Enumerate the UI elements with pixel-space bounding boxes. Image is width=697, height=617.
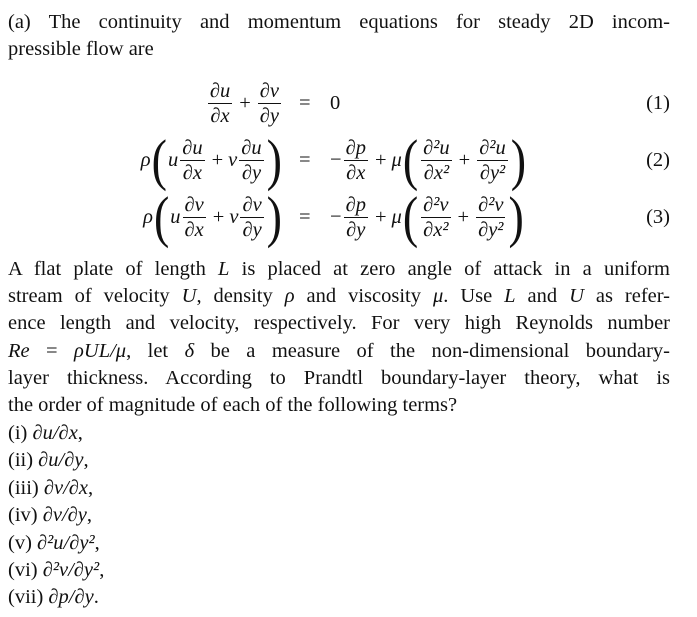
text-segment: (iii) — [8, 476, 44, 499]
text-segment: ∂v/∂y — [42, 504, 87, 527]
text-segment: (v) — [8, 531, 38, 554]
fraction — [258, 79, 281, 128]
math-symbol: v — [229, 205, 239, 228]
list-item — [8, 557, 670, 583]
fraction-numerator: ∂u — [182, 136, 203, 159]
fraction-numerator: ∂u — [209, 79, 231, 102]
text-segment: ∂²u/∂y² — [37, 531, 95, 554]
equation-lhs — [143, 184, 283, 249]
intro-line-2: pressible flow are — [8, 38, 154, 60]
text-segment: Re — [8, 340, 30, 362]
text-segment: μ — [432, 285, 444, 307]
text-segment: , — [86, 504, 93, 527]
fraction-denominator: ∂x — [182, 161, 203, 184]
parenthesis: ) — [508, 184, 524, 249]
fraction — [240, 193, 263, 242]
fraction-numerator: ∂p — [345, 193, 366, 216]
paragraph-line — [8, 283, 670, 309]
fraction-numerator: ∂u — [241, 136, 262, 159]
text-segment: ∂²v/∂y² — [42, 559, 100, 581]
parenthesis: ( — [402, 127, 419, 192]
text-segment: (iv) — [8, 504, 43, 527]
fraction-numerator: ∂²u — [479, 136, 506, 159]
text-segment: and viscosity — [294, 285, 433, 307]
text-segment: as refer- — [583, 285, 671, 307]
text-segment: ∂u/∂x — [32, 422, 78, 444]
fraction — [183, 193, 206, 242]
equation-number: (3) — [646, 205, 670, 228]
equation-rhs — [330, 127, 527, 192]
math-symbol: μ — [391, 205, 402, 228]
text-segment: be a measure of the non-dimensional boundary- — [194, 340, 670, 362]
fraction — [476, 193, 505, 242]
fraction — [421, 136, 452, 185]
text-segment: layer thickness. According to Prandtl boundary-layer theory, what is — [8, 367, 670, 389]
list-item — [8, 584, 670, 610]
equals-sign: = — [299, 205, 311, 228]
text-segment: (vii) — [8, 586, 49, 609]
list-item — [8, 475, 670, 501]
fraction-denominator: ∂y — [242, 218, 262, 241]
math-symbol: + — [239, 91, 251, 114]
list-item — [8, 502, 670, 528]
text-segment: U — [181, 285, 197, 307]
equation-3 — [0, 184, 697, 249]
text-segment: A flat plate of length — [8, 258, 219, 280]
text-segment: stream of velocity — [8, 285, 182, 307]
fraction-denominator: ∂x — [184, 218, 204, 241]
paragraph-line — [8, 338, 670, 364]
fraction-denominator: ∂x² — [423, 218, 449, 241]
fraction-numerator: ∂v — [259, 79, 279, 102]
text-segment: (i) — [8, 422, 33, 444]
fraction-denominator: ∂x — [346, 161, 366, 184]
math-symbol: + — [457, 205, 470, 228]
math-symbol: u — [170, 205, 181, 228]
math-symbol: μ — [391, 148, 402, 171]
math-symbol: − — [330, 205, 342, 228]
fraction — [344, 136, 368, 185]
text-segment: U — [569, 285, 584, 307]
fraction-denominator: ∂y² — [478, 218, 504, 241]
text-segment: ρUL/μ — [74, 340, 127, 362]
math-symbol: + — [374, 148, 387, 171]
math-symbol: + — [374, 205, 387, 228]
parenthesis: ) — [510, 127, 527, 192]
fraction-numerator: ∂p — [345, 136, 366, 159]
text-segment: , — [88, 476, 94, 499]
list-item — [8, 420, 670, 446]
fraction — [421, 193, 450, 242]
text-segment: ρ — [284, 285, 295, 307]
parenthesis: ( — [402, 184, 419, 249]
text-segment: , — [99, 559, 105, 581]
text-segment: , — [94, 531, 100, 554]
text-segment: , — [83, 449, 89, 472]
text-segment: the order of magnitude of each of the following terms? — [8, 394, 458, 416]
text-segment: ∂u/∂y — [38, 449, 84, 472]
text-segment: . Use — [443, 285, 505, 307]
text-segment: (ii) — [8, 449, 39, 472]
fraction — [344, 193, 368, 242]
equation-2 — [0, 127, 697, 192]
fraction-denominator: ∂y — [241, 161, 262, 184]
text-segment: , — [77, 422, 83, 444]
math-symbol: ρ — [140, 148, 151, 171]
fraction-denominator: ∂x — [210, 104, 230, 127]
fraction — [180, 136, 204, 185]
paragraph-line — [8, 310, 670, 336]
equation-number: (1) — [646, 91, 670, 114]
text-segment: is placed at zero angle of attack in a uniform — [229, 258, 670, 280]
equation-rhs — [330, 184, 525, 249]
text-segment: (vi) — [8, 559, 43, 581]
equals-sign: = — [299, 148, 311, 171]
math-symbol: ρ — [143, 205, 153, 228]
math-symbol: v — [228, 148, 238, 171]
math-symbol: + — [212, 205, 225, 228]
text-segment: ∂v/∂x — [43, 476, 89, 499]
equation-number: (2) — [646, 148, 670, 171]
text-segment: and — [515, 285, 570, 307]
parenthesis: ( — [153, 184, 170, 249]
text-segment: ence length and velocity, respectively. For very high Reynolds number — [8, 312, 670, 334]
paragraph-line — [8, 256, 670, 282]
fraction — [208, 79, 232, 128]
fraction-denominator: ∂y² — [479, 161, 506, 184]
equation-rhs — [330, 73, 340, 133]
text-segment: L — [218, 258, 230, 280]
text-segment: . — [93, 586, 99, 609]
parenthesis: ( — [151, 127, 167, 192]
equation-1 — [0, 73, 697, 133]
parenthesis: ) — [266, 127, 282, 192]
list-item — [8, 530, 670, 556]
math-symbol: − — [330, 148, 342, 171]
fraction-numerator: ∂²v — [478, 193, 504, 216]
fraction-numerator: ∂²v — [423, 193, 449, 216]
fraction — [239, 136, 263, 185]
paragraph-line — [8, 392, 670, 418]
text-segment: = — [29, 340, 75, 362]
intro-line-1: (a) The continuity and momentum equations for steady 2D incom- — [8, 11, 670, 33]
math-symbol: + — [211, 148, 224, 171]
fraction-denominator: ∂y — [346, 218, 366, 241]
equals-sign: = — [299, 91, 311, 114]
fraction-numerator: ∂v — [184, 193, 204, 216]
fraction — [477, 136, 508, 185]
fraction-denominator: ∂x² — [423, 161, 450, 184]
list-item — [8, 447, 670, 473]
text-segment: , density — [196, 285, 285, 307]
fraction-denominator: ∂y — [259, 104, 279, 127]
paragraph-line — [8, 365, 670, 391]
math-symbol: 0 — [330, 91, 341, 114]
text-segment: , let — [126, 340, 185, 362]
math-symbol: u — [167, 148, 179, 171]
text-segment: ∂p/∂y — [48, 586, 94, 609]
parenthesis: ) — [266, 184, 282, 249]
text-segment: δ — [184, 340, 195, 362]
text-segment: L — [504, 285, 516, 307]
fraction-numerator: ∂v — [242, 193, 262, 216]
fraction-numerator: ∂²u — [423, 136, 450, 159]
math-symbol: + — [458, 148, 471, 171]
